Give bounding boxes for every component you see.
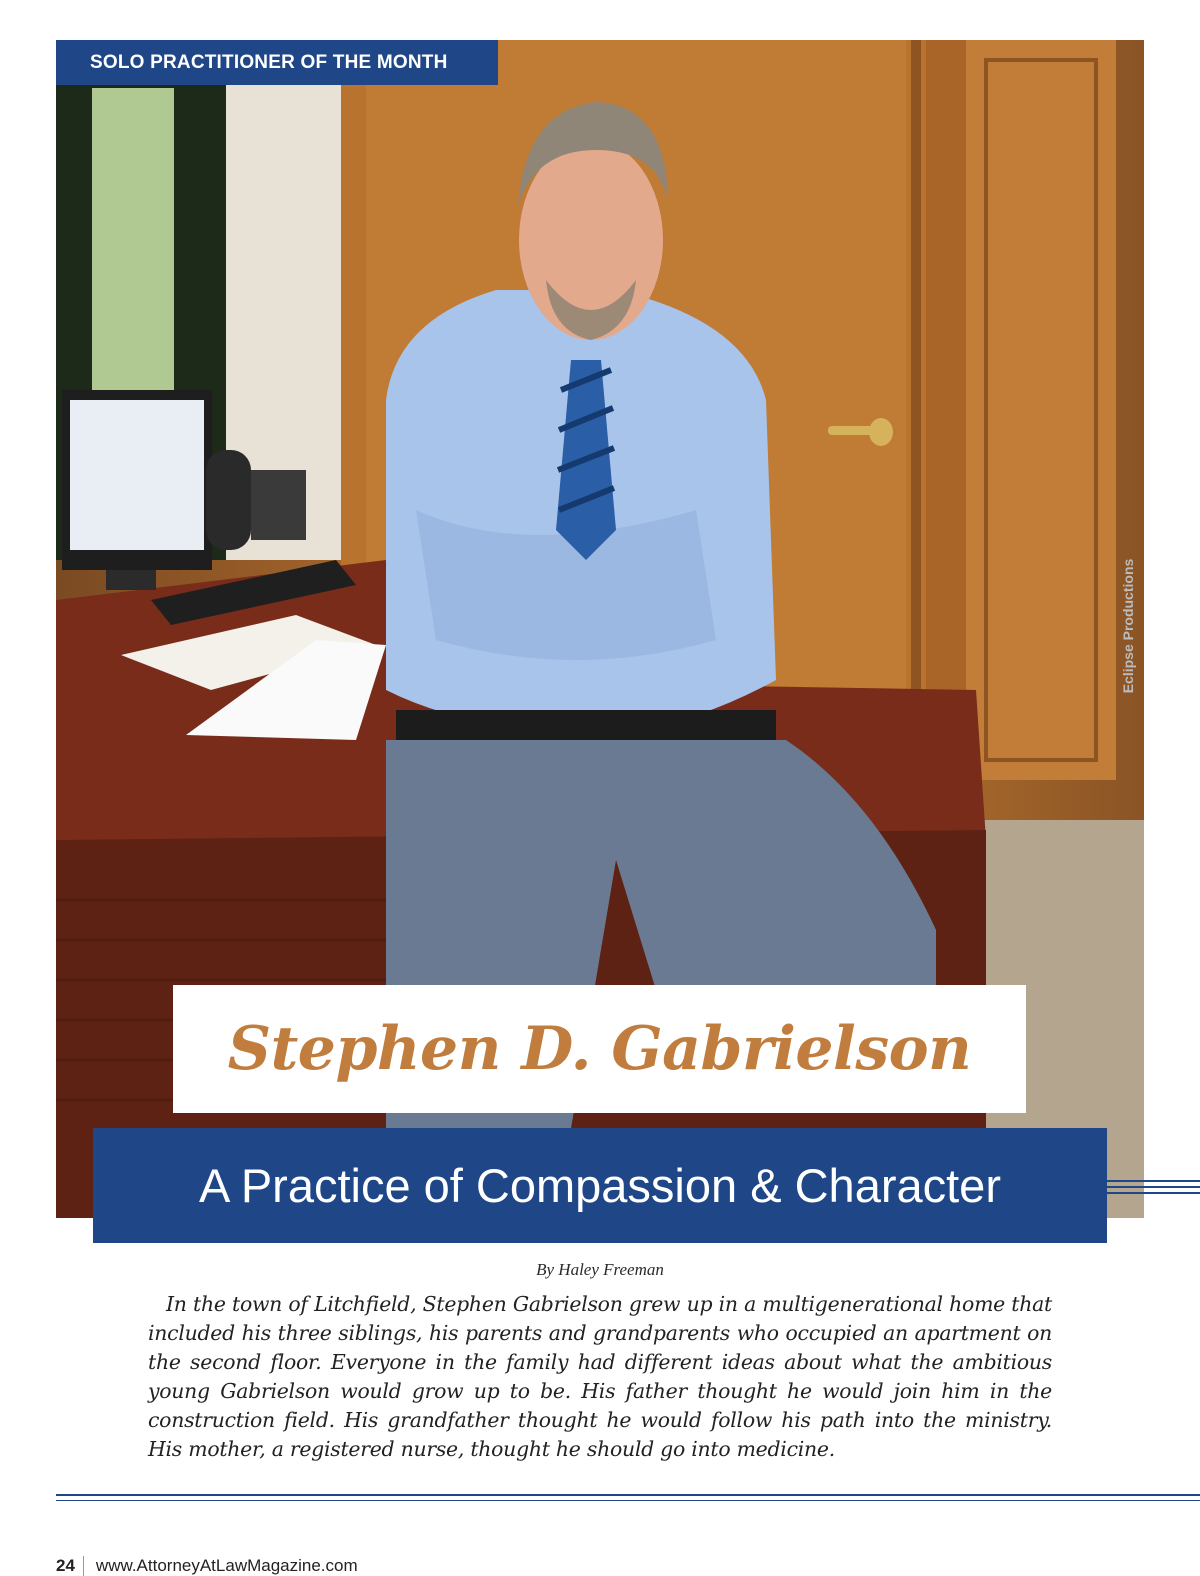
page-number: 24 bbox=[56, 1556, 75, 1575]
section-label: SOLO PRACTITIONER OF THE MONTH bbox=[56, 40, 498, 85]
headline: Stephen D. Gabrielson bbox=[227, 1014, 972, 1084]
byline: By Haley Freeman bbox=[536, 1260, 664, 1279]
footer-rule-bottom bbox=[56, 1500, 1200, 1501]
subtitle-box bbox=[93, 1128, 1107, 1243]
footer-separator bbox=[83, 1556, 84, 1576]
headline-box bbox=[173, 985, 1026, 1113]
subtitle: A Practice of Compassion & Character bbox=[199, 1159, 1001, 1212]
lead-paragraph: In the town of Litchfield, Stephen Gabrielson grew up in a multigenerational home that included his three siblings, his parents and grandparents who occupied an apartment on the second floor. Everyone in the family had different ideas about what the ambitious young Gabrielson would grow up to be. His father thought he would join him in the construction field. His grandfather thought he would follow his path into the ministry. His mother, a registered nurse, thought he should go into medicine. bbox=[148, 1292, 1052, 1461]
decorative-lines bbox=[1107, 1180, 1200, 1196]
website-link[interactable]: www.AttorneyAtLawMagazine.com bbox=[95, 1556, 358, 1575]
photo-credit: Eclipse Productions bbox=[1120, 558, 1136, 694]
page-footer bbox=[56, 1556, 358, 1576]
footer-rule-top bbox=[56, 1494, 1200, 1496]
